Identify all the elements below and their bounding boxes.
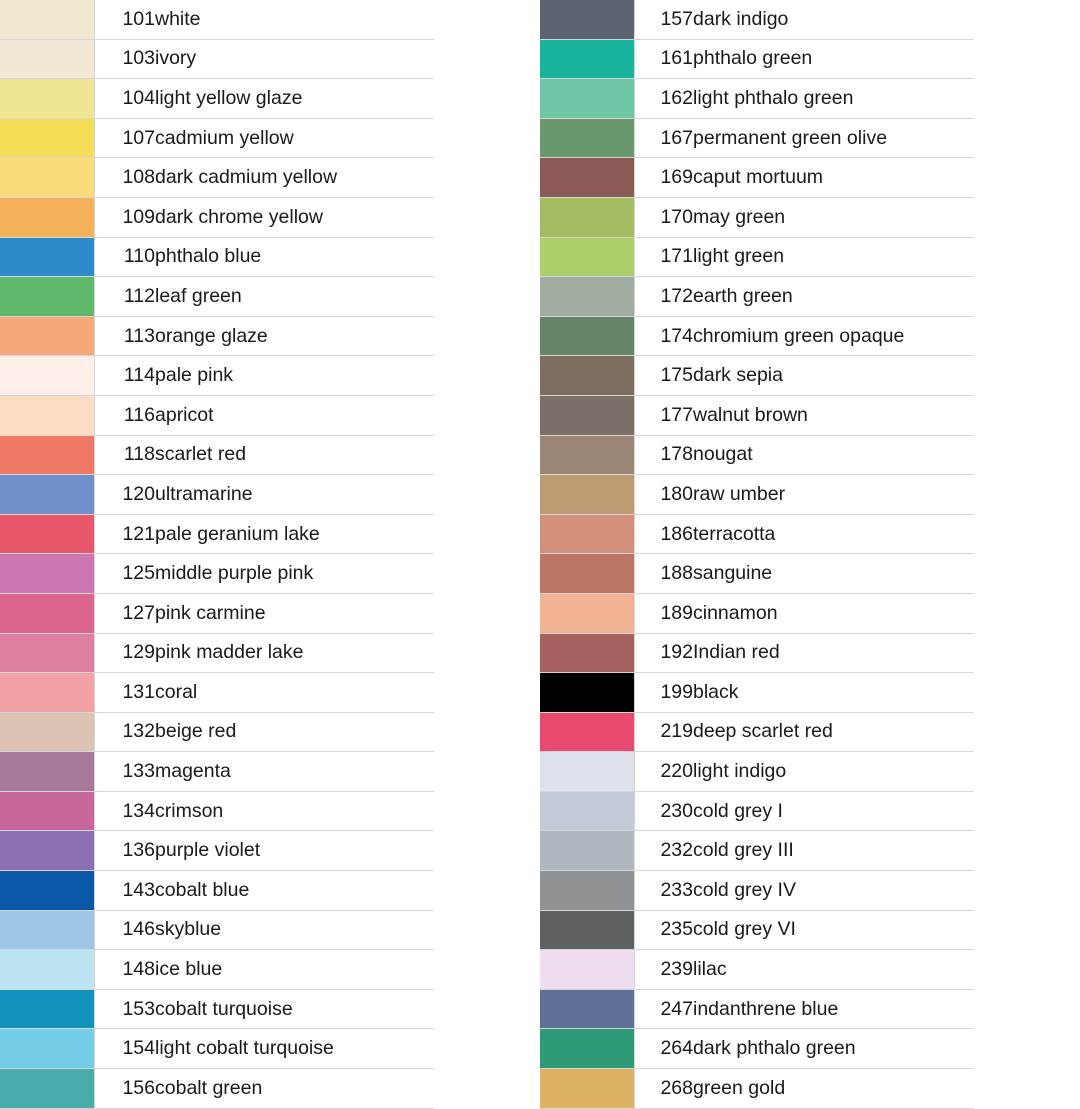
color-swatch	[0, 791, 95, 831]
color-swatch-fill	[540, 713, 634, 752]
color-name: light indigo	[693, 752, 974, 792]
color-name: dark phthalo green	[693, 1029, 974, 1069]
color-name: light phthalo green	[693, 79, 974, 119]
color-swatch-fill	[540, 436, 634, 475]
color-swatch-fill	[540, 911, 634, 950]
color-swatch-fill	[540, 554, 634, 593]
color-swatch	[0, 316, 95, 356]
color-swatch-fill	[540, 356, 634, 395]
color-swatch	[0, 118, 95, 158]
color-code: 189	[635, 593, 694, 633]
color-swatch-fill	[540, 40, 634, 79]
color-swatch	[540, 435, 635, 475]
color-code: 169	[635, 158, 694, 198]
color-name: cold grey VI	[693, 910, 974, 950]
color-name: indanthrene blue	[693, 989, 974, 1029]
color-swatch	[540, 79, 635, 119]
color-code: 112	[95, 277, 156, 317]
color-name: may green	[693, 197, 974, 237]
color-swatch	[0, 475, 95, 515]
color-swatch	[540, 514, 635, 554]
color-row	[0, 0, 434, 39]
color-swatch-fill	[0, 79, 94, 118]
color-row	[540, 514, 974, 554]
color-row	[0, 1069, 434, 1109]
color-row	[540, 1029, 974, 1069]
color-code: 131	[95, 673, 156, 713]
color-swatch-fill	[540, 198, 634, 237]
color-swatch-fill	[540, 79, 634, 118]
color-code: 192	[635, 633, 694, 673]
color-code: 174	[635, 316, 694, 356]
color-code: 186	[635, 514, 694, 554]
color-swatch	[0, 514, 95, 554]
color-row	[540, 871, 974, 911]
color-row	[0, 712, 434, 752]
color-name: Indian red	[693, 633, 974, 673]
color-code: 264	[635, 1029, 694, 1069]
color-swatch-fill	[540, 673, 634, 712]
color-swatch	[540, 395, 635, 435]
color-row	[540, 39, 974, 79]
color-code: 180	[635, 475, 694, 515]
color-code: 108	[95, 158, 156, 198]
color-swatch	[540, 554, 635, 594]
color-swatch-fill	[0, 119, 94, 158]
color-swatch	[540, 593, 635, 633]
color-swatch-fill	[540, 0, 634, 39]
color-name: light yellow glaze	[155, 79, 434, 119]
color-code: 232	[635, 831, 694, 871]
color-swatch	[540, 316, 635, 356]
color-swatch-fill	[0, 594, 94, 633]
color-code: 133	[95, 752, 156, 792]
color-row	[0, 831, 434, 871]
color-name: apricot	[155, 395, 434, 435]
color-name: dark indigo	[693, 0, 974, 39]
color-swatch	[0, 950, 95, 990]
color-swatch	[0, 158, 95, 198]
color-name: white	[155, 0, 434, 39]
color-name: walnut brown	[693, 395, 974, 435]
color-swatch	[540, 158, 635, 198]
color-swatch-fill	[0, 831, 94, 870]
color-code: 171	[635, 237, 694, 277]
color-name: light green	[693, 237, 974, 277]
color-name: terracotta	[693, 514, 974, 554]
color-swatch-fill	[0, 634, 94, 673]
color-swatch-fill	[540, 634, 634, 673]
color-code: 167	[635, 118, 694, 158]
color-code: 175	[635, 356, 694, 396]
color-name: phthalo green	[693, 39, 974, 79]
color-swatch-fill	[0, 277, 94, 316]
color-name: ice blue	[155, 950, 434, 990]
color-code: 153	[95, 989, 156, 1029]
color-swatch	[0, 871, 95, 911]
color-code: 136	[95, 831, 156, 871]
color-row	[540, 0, 974, 39]
color-code: 247	[635, 989, 694, 1029]
color-row	[0, 791, 434, 831]
color-row	[540, 435, 974, 475]
color-name: skyblue	[155, 910, 434, 950]
color-row	[0, 514, 434, 554]
color-row	[0, 910, 434, 950]
color-code: 118	[95, 435, 156, 475]
color-name: ivory	[155, 39, 434, 79]
color-swatch-fill	[0, 158, 94, 197]
color-swatch-fill	[540, 1029, 634, 1068]
color-swatch-fill	[0, 1069, 94, 1108]
color-name: cobalt green	[155, 1069, 434, 1109]
color-table-right	[540, 0, 974, 1109]
color-swatch-fill	[540, 238, 634, 277]
color-name: leaf green	[155, 277, 434, 317]
color-swatch	[540, 989, 635, 1029]
color-swatch	[0, 39, 95, 79]
color-swatch	[0, 1029, 95, 1069]
color-swatch-fill	[0, 436, 94, 475]
color-code: 113	[95, 316, 156, 356]
color-row	[540, 831, 974, 871]
color-name: orange glaze	[155, 316, 434, 356]
color-swatch	[0, 79, 95, 119]
color-name: cinnamon	[693, 593, 974, 633]
color-code: 162	[635, 79, 694, 119]
color-code: 157	[635, 0, 694, 39]
color-swatch-fill	[0, 40, 94, 79]
color-name: crimson	[155, 791, 434, 831]
color-name: deep scarlet red	[693, 712, 974, 752]
color-code: 199	[635, 673, 694, 713]
color-row	[540, 316, 974, 356]
color-swatch	[540, 118, 635, 158]
color-code: 230	[635, 791, 694, 831]
color-swatch	[540, 277, 635, 317]
color-name: pink madder lake	[155, 633, 434, 673]
color-swatch	[540, 39, 635, 79]
color-swatch-fill	[0, 238, 94, 277]
color-swatch-fill	[540, 752, 634, 791]
color-row	[540, 910, 974, 950]
color-name: nougat	[693, 435, 974, 475]
color-swatch	[540, 1069, 635, 1109]
color-row	[0, 356, 434, 396]
color-swatch-fill	[0, 673, 94, 712]
color-column-right	[540, 0, 974, 1109]
color-swatch	[0, 712, 95, 752]
color-row	[0, 593, 434, 633]
color-row	[0, 435, 434, 475]
color-swatch-fill	[540, 277, 634, 316]
color-row	[540, 554, 974, 594]
color-row	[540, 79, 974, 119]
color-swatch	[540, 1029, 635, 1069]
color-code: 268	[635, 1069, 694, 1109]
color-row	[540, 118, 974, 158]
color-swatch-fill	[540, 515, 634, 554]
color-name: cold grey III	[693, 831, 974, 871]
color-code: 143	[95, 871, 156, 911]
color-code: 121	[95, 514, 156, 554]
color-name: pale geranium lake	[155, 514, 434, 554]
color-swatch-fill	[0, 475, 94, 514]
color-swatch-fill	[0, 911, 94, 950]
color-row	[0, 79, 434, 119]
color-swatch-fill	[0, 792, 94, 831]
color-code: 107	[95, 118, 156, 158]
color-swatch-fill	[0, 317, 94, 356]
color-row	[540, 237, 974, 277]
color-row	[0, 277, 434, 317]
color-row	[0, 950, 434, 990]
color-table-right-body	[540, 0, 974, 1108]
color-swatch	[540, 910, 635, 950]
color-swatch-fill	[0, 871, 94, 910]
color-name: purple violet	[155, 831, 434, 871]
color-row	[0, 118, 434, 158]
color-name: light cobalt turquoise	[155, 1029, 434, 1069]
color-name: raw umber	[693, 475, 974, 515]
color-row	[540, 277, 974, 317]
color-code: 156	[95, 1069, 156, 1109]
color-code: 103	[95, 39, 156, 79]
color-swatch	[0, 0, 95, 39]
color-swatch	[0, 356, 95, 396]
color-row	[0, 475, 434, 515]
color-row	[0, 39, 434, 79]
color-code: 127	[95, 593, 156, 633]
color-swatch-fill	[0, 713, 94, 752]
color-swatch-fill	[540, 990, 634, 1029]
color-code: 114	[95, 356, 156, 396]
color-name: black	[693, 673, 974, 713]
color-name: middle purple pink	[155, 554, 434, 594]
color-row	[0, 989, 434, 1029]
color-row	[540, 1069, 974, 1109]
color-swatch	[540, 356, 635, 396]
color-swatch-fill	[0, 950, 94, 989]
color-swatch	[540, 752, 635, 792]
color-code: 125	[95, 554, 156, 594]
color-swatch	[0, 1069, 95, 1109]
color-name: dark cadmium yellow	[155, 158, 434, 198]
color-swatch	[0, 673, 95, 713]
color-row	[540, 950, 974, 990]
color-code: 178	[635, 435, 694, 475]
color-code: 170	[635, 197, 694, 237]
color-code: 134	[95, 791, 156, 831]
color-row	[540, 356, 974, 396]
color-row	[540, 633, 974, 673]
color-row	[540, 791, 974, 831]
color-row	[0, 1029, 434, 1069]
color-swatch	[0, 277, 95, 317]
color-code: 146	[95, 910, 156, 950]
color-row	[540, 158, 974, 198]
color-name: magenta	[155, 752, 434, 792]
color-name: dark chrome yellow	[155, 197, 434, 237]
color-row	[540, 395, 974, 435]
color-row	[0, 197, 434, 237]
color-swatch	[540, 831, 635, 871]
color-code: 188	[635, 554, 694, 594]
color-swatch	[540, 712, 635, 752]
color-swatch-fill	[0, 1029, 94, 1068]
color-swatch	[540, 791, 635, 831]
color-swatch-fill	[0, 990, 94, 1029]
color-name: pale pink	[155, 356, 434, 396]
color-swatch-fill	[0, 515, 94, 554]
color-swatch	[0, 633, 95, 673]
color-table-left-body	[0, 0, 434, 1108]
color-swatch	[0, 910, 95, 950]
color-code: 233	[635, 871, 694, 911]
color-row	[0, 673, 434, 713]
color-swatch-fill	[540, 871, 634, 910]
color-row	[540, 475, 974, 515]
color-code: 101	[95, 0, 156, 39]
color-code: 239	[635, 950, 694, 990]
color-name: cold grey I	[693, 791, 974, 831]
color-code: 110	[95, 237, 156, 277]
color-name: beige red	[155, 712, 434, 752]
color-swatch-fill	[0, 198, 94, 237]
color-row	[540, 593, 974, 633]
color-code: 132	[95, 712, 156, 752]
color-code: 120	[95, 475, 156, 515]
color-name: earth green	[693, 277, 974, 317]
color-row	[540, 752, 974, 792]
color-row	[0, 158, 434, 198]
color-row	[0, 395, 434, 435]
color-code: 154	[95, 1029, 156, 1069]
color-swatch-fill	[540, 792, 634, 831]
color-code: 116	[95, 395, 156, 435]
color-row	[0, 237, 434, 277]
color-swatch	[540, 475, 635, 515]
color-table-left	[0, 0, 434, 1109]
color-swatch-fill	[540, 317, 634, 356]
color-row	[0, 316, 434, 356]
color-code: 148	[95, 950, 156, 990]
color-swatch	[0, 989, 95, 1029]
color-swatch	[0, 831, 95, 871]
color-name: chromium green opaque	[693, 316, 974, 356]
color-swatch	[540, 237, 635, 277]
color-name: green gold	[693, 1069, 974, 1109]
color-swatch-fill	[540, 1069, 634, 1108]
color-row	[540, 712, 974, 752]
color-row	[0, 554, 434, 594]
color-swatch-fill	[540, 475, 634, 514]
color-name: scarlet red	[155, 435, 434, 475]
color-swatch	[0, 237, 95, 277]
color-swatch-fill	[540, 396, 634, 435]
color-swatch-fill	[0, 356, 94, 395]
color-code: 129	[95, 633, 156, 673]
color-name: lilac	[693, 950, 974, 990]
color-code: 235	[635, 910, 694, 950]
color-swatch-fill	[0, 396, 94, 435]
color-swatch-fill	[0, 0, 94, 39]
color-name: cold grey IV	[693, 871, 974, 911]
color-swatch	[0, 435, 95, 475]
color-code: 109	[95, 197, 156, 237]
color-code: 104	[95, 79, 156, 119]
color-name: cadmium yellow	[155, 118, 434, 158]
color-row	[540, 989, 974, 1029]
color-swatch-fill	[540, 119, 634, 158]
color-name: sanguine	[693, 554, 974, 594]
color-code: 220	[635, 752, 694, 792]
color-swatch	[0, 395, 95, 435]
color-name: cobalt blue	[155, 871, 434, 911]
color-row	[540, 673, 974, 713]
color-column-left	[0, 0, 434, 1109]
color-code: 172	[635, 277, 694, 317]
color-name: phthalo blue	[155, 237, 434, 277]
color-name: pink carmine	[155, 593, 434, 633]
color-code: 161	[635, 39, 694, 79]
color-name: coral	[155, 673, 434, 713]
color-code: 177	[635, 395, 694, 435]
color-row	[0, 752, 434, 792]
color-swatch	[0, 197, 95, 237]
color-swatch-fill	[540, 831, 634, 870]
color-row	[0, 871, 434, 911]
color-swatch	[540, 197, 635, 237]
color-swatch	[0, 554, 95, 594]
color-swatch-fill	[0, 554, 94, 593]
color-swatch	[540, 673, 635, 713]
color-name: cobalt turquoise	[155, 989, 434, 1029]
color-swatch	[540, 0, 635, 39]
color-swatch	[540, 871, 635, 911]
color-swatch	[540, 950, 635, 990]
color-swatch-fill	[540, 950, 634, 989]
color-row	[540, 197, 974, 237]
color-swatch	[0, 593, 95, 633]
color-swatch	[0, 752, 95, 792]
color-name: permanent green olive	[693, 118, 974, 158]
color-swatch-fill	[0, 752, 94, 791]
color-row	[0, 633, 434, 673]
color-code: 219	[635, 712, 694, 752]
color-swatch-fill	[540, 158, 634, 197]
color-name: ultramarine	[155, 475, 434, 515]
color-swatch	[540, 633, 635, 673]
color-swatch-fill	[540, 594, 634, 633]
color-name: dark sepia	[693, 356, 974, 396]
color-name: caput mortuum	[693, 158, 974, 198]
